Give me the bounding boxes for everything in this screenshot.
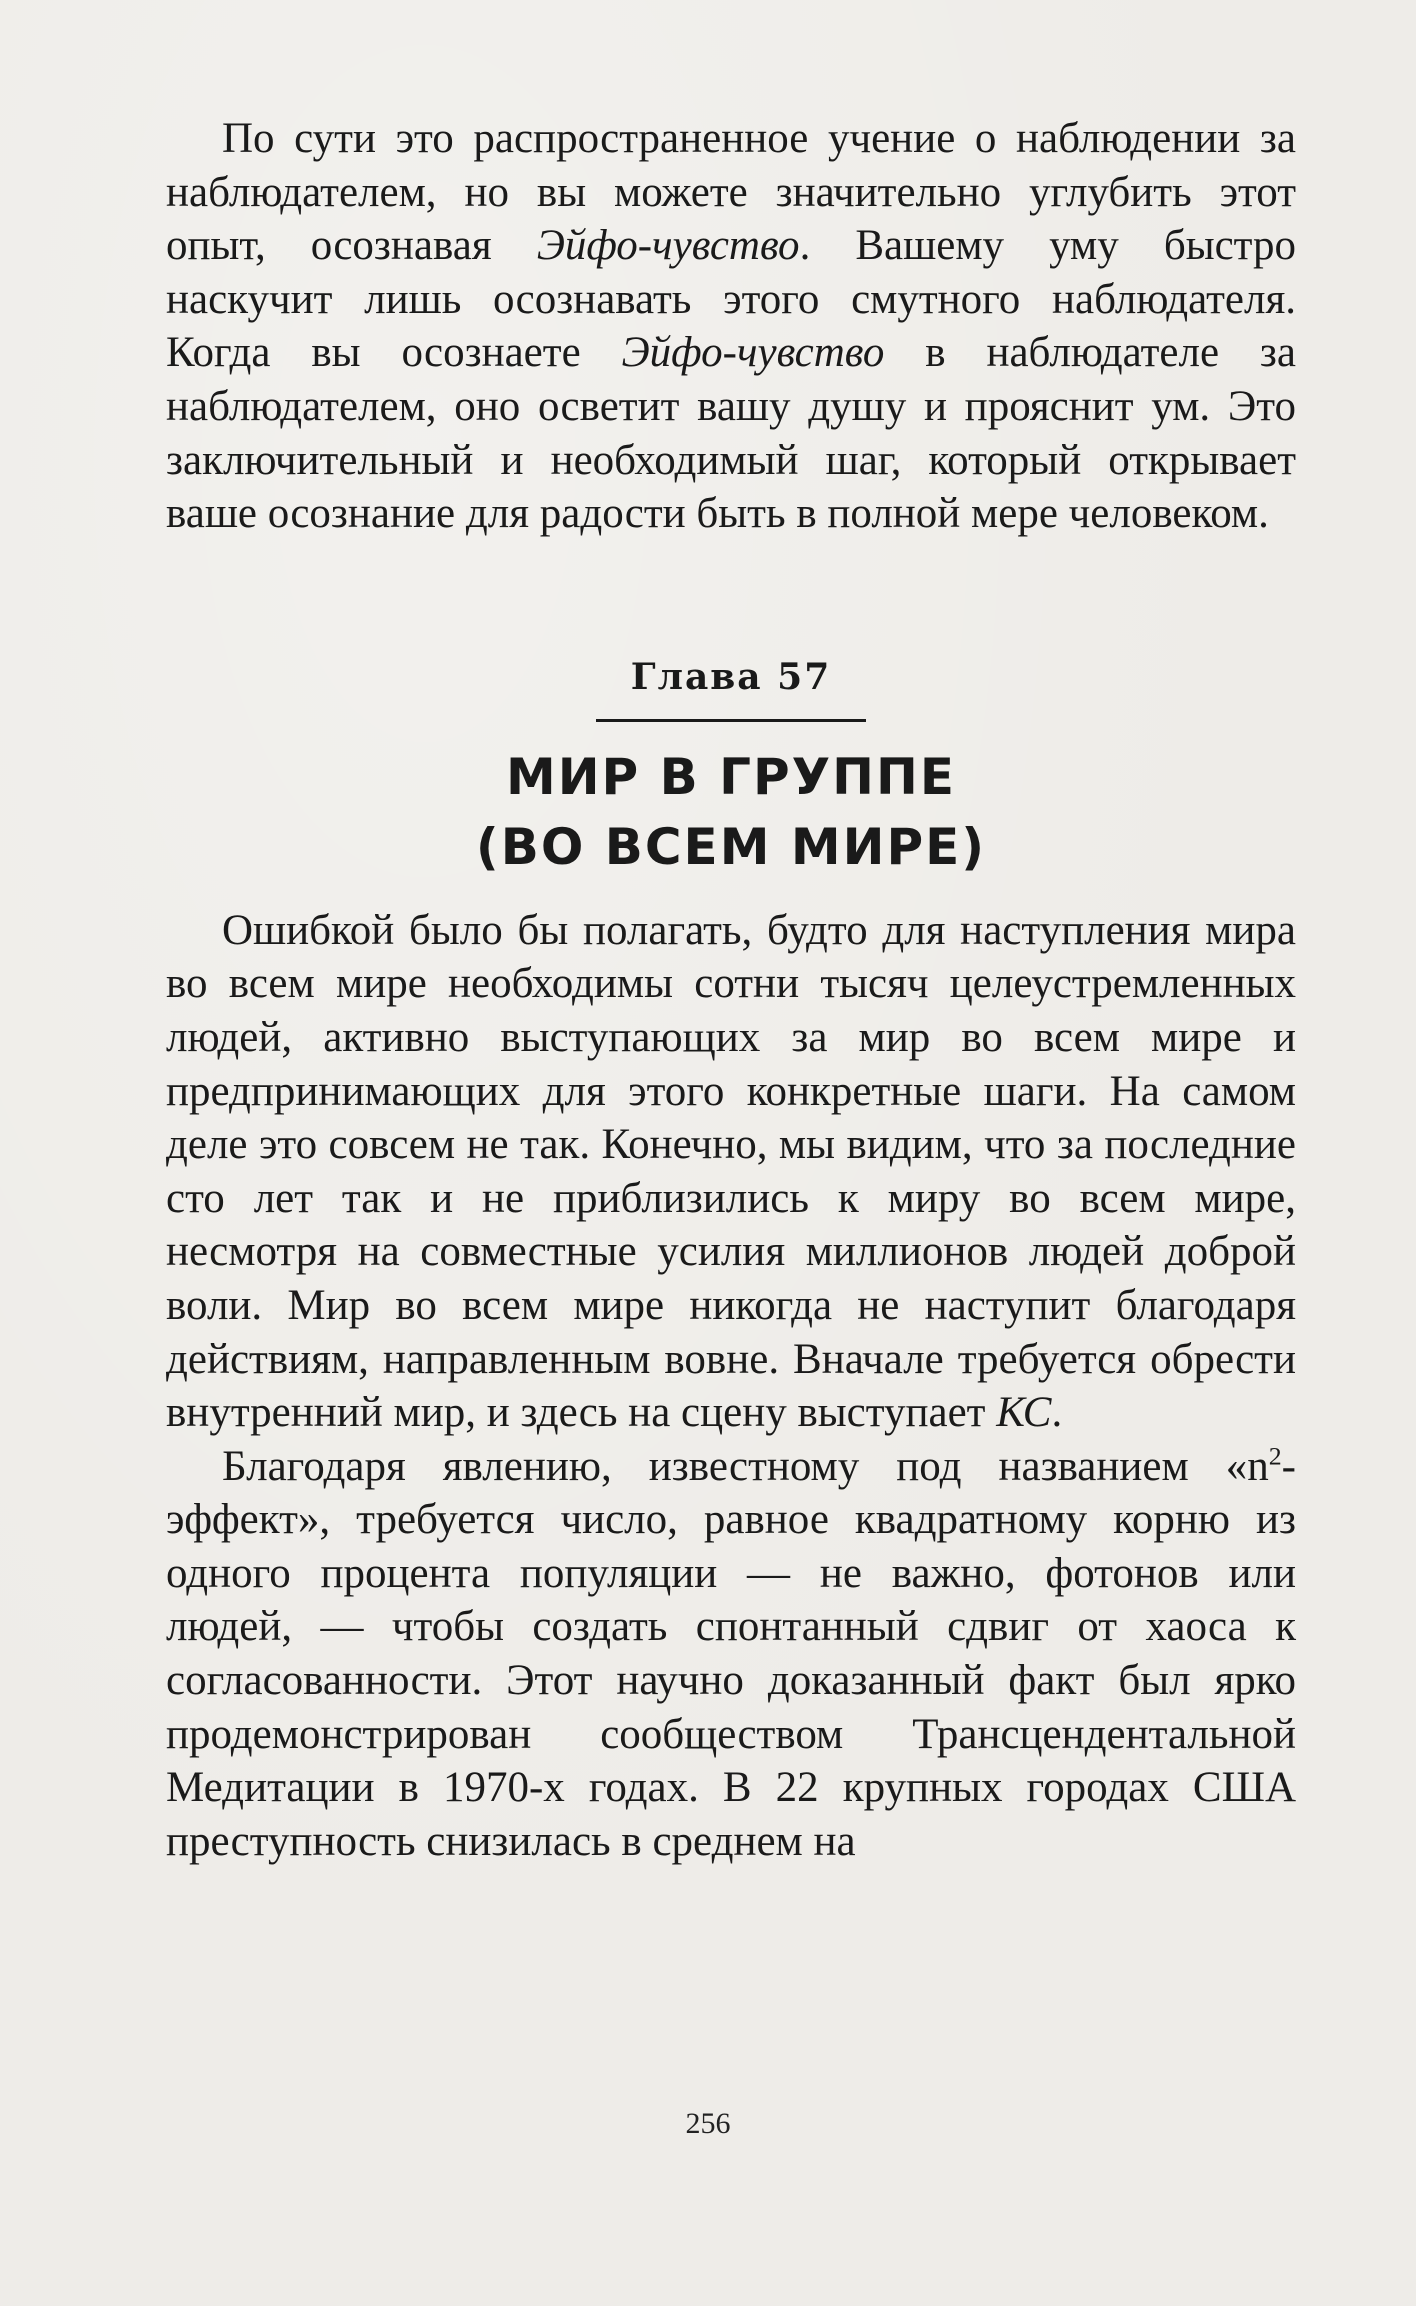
text-run: -эффект», требуется число, равное квадратному корню из одного процента популяции — не важно, фотонов или людей, — чтобы создать спонтанный сдвиг от хаоса к согласованности. Этот научно доказанный факт был ярко продемонстрирован сообществом Трансцендентальной Медитации в 1970-х годах. В 22 крупных городах США преступность снизилась в среднем на [166, 1442, 1296, 1865]
text-run: в наблюдателе за наблюдателем, оно осветит вашу душу и прояснит ум. Это заключительный и необходимый шаг, который открывает ваше осознание для радости быть в полной мере человеком. [166, 329, 1296, 538]
text-run: Благодаря явлению, известному под названием «n [222, 1442, 1269, 1490]
text-run: . Вашему уму быстро наскучит лишь осознавать этого смутного наблюдателя. Когда вы осознаете [166, 222, 1296, 377]
superscript: 2 [1268, 1441, 1282, 1471]
italic-term: КС [996, 1389, 1052, 1437]
italic-term: Эйфо-чувство [536, 222, 800, 270]
text-column [166, 112, 1296, 1868]
chapter-body [166, 904, 1296, 1869]
chapter-title-line-1: МИР В ГРУППЕ [505, 747, 957, 806]
text-run: По сути это распространенное учение о наблюдении за наблюдателем, но вы можете значительно углубить этот опыт, осознавая [166, 115, 1296, 270]
text-run: Ошибкой было бы полагать, будто для наступления мира во всем мире необходимы сотни тысяч целеустремленных людей, активно выступающих за мир во всем мире и предпринимающих для этого конкретные шаги. На самом деле это совсем не так. Конечно, мы видим, что за последние сто лет так и не приблизились к миру во всем мире, несмотря на совместные усилия миллионов людей доброй воли. Мир во всем мире никогда не наступит благодаря действиям, направленным вовне. Вначале требуется обрести внутренний мир, и здесь на сцену выступает [166, 906, 1296, 1437]
page-number: 256 [685, 2107, 731, 2140]
chapter-title-line-2: (ВО ВСЕМ МИРЕ) [475, 817, 987, 876]
paragraph [166, 1440, 1296, 1869]
chapter-title [166, 742, 1296, 882]
chapter-label: Глава 57 [630, 655, 832, 698]
text-run: . [1051, 1389, 1063, 1437]
paragraph [166, 904, 1296, 1440]
top-section [166, 112, 1296, 541]
paragraph [166, 112, 1296, 541]
italic-term: Эйфо-чувство [621, 329, 885, 377]
chapter-divider [596, 719, 866, 722]
